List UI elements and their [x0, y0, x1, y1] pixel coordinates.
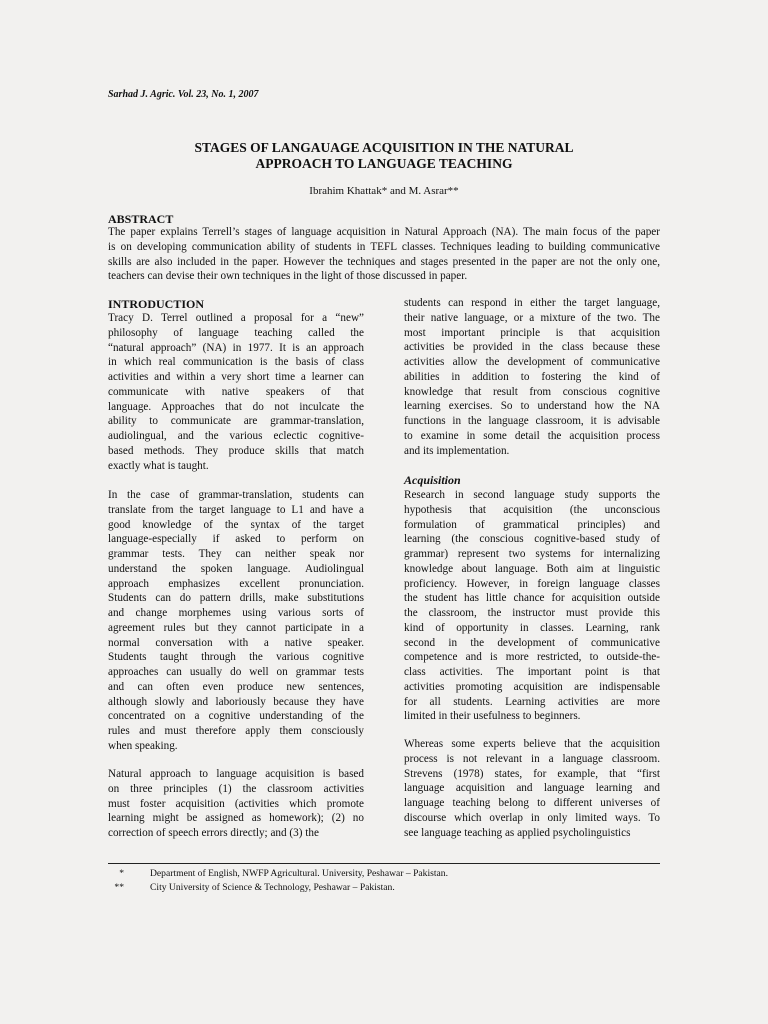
text-line: Strevens (1978) states, for example, that “first — [404, 767, 660, 780]
footnote-divider — [108, 863, 660, 864]
text-line: discourse which overlap in only limited ways. To — [404, 811, 660, 824]
text-line: competence and is more restricted, to outside-the- — [404, 651, 660, 664]
footnote-text-2: City University of Science & Technology, Peshawar – Pakistan. — [150, 882, 395, 893]
text-line: functions in the language classroom, it is advisable — [404, 415, 660, 427]
text-line: knowledge that result from conscious cognitive — [404, 385, 660, 398]
text-line: the classroom, the instructor must provide this — [404, 607, 660, 619]
text-line: proficiency. However, in foreign language classes — [404, 577, 660, 590]
text-line: translate from the target language to L1 and have a — [108, 503, 364, 516]
text-line: second in the development of communicative — [404, 636, 660, 649]
paper-title-line-2: APPROACH TO LANGUAGE TEACHING — [255, 156, 513, 171]
abstract-heading: ABSTRACT — [108, 212, 174, 226]
text-line: approaches can usually do well on grammar tests — [108, 666, 364, 678]
text-line: grammar tests. They can neither speak nor — [108, 548, 364, 560]
paper-authors: Ibrahim Khattak* and M. Asrar** — [309, 185, 459, 197]
text-line: Tracy D. Terrel outlined a proposal for a “new” — [108, 312, 364, 324]
text-line: rules and must therefore apply them consciously — [108, 725, 364, 737]
introduction-heading: INTRODUCTION — [108, 297, 205, 311]
text-line: learning exercises. So to understand how the NA — [404, 400, 660, 413]
footnote-text-1: Department of English, NWFP Agricultural. University, Peshawar – Pakistan. — [150, 868, 448, 879]
text-line: teachers can devise their own techniques in the light of those discussed in paper. — [108, 270, 468, 283]
text-line: activities promoting acquisition are indispensable — [404, 680, 660, 693]
text-line: activities be provided in the class because these — [404, 341, 660, 354]
text-line: class activities. The important point is that — [404, 666, 660, 678]
text-line: ability to communicate are grammar-translation, — [108, 415, 364, 428]
text-line: most important principle is that acquisition — [404, 326, 660, 339]
text-line: good knowledge of the syntax of the target — [108, 518, 364, 531]
text-line: agreement rules but they cannot participate in a — [108, 621, 364, 634]
text-line: audiolingual, and the various eclectic cognitive- — [108, 430, 364, 442]
footnote-mark-1: * — [119, 868, 124, 879]
text-line: Research in second language study supports the — [404, 489, 660, 501]
text-line: the student has little chance for acquisition outside — [404, 592, 660, 605]
text-line: although slowly and laboriously because they have — [108, 695, 364, 708]
abstract-text — [108, 225, 660, 284]
text-line: based methods. They produce skills that match — [108, 444, 364, 457]
text-line: language-especially if asked to perform on — [108, 533, 364, 546]
acquisition-paragraph-2 — [404, 737, 660, 840]
text-line: must foster acquisition (activities which promote — [108, 797, 364, 810]
text-line: Students taught through the various cognitive — [108, 651, 364, 664]
text-line: limited in their usefulness to beginners. — [404, 710, 581, 723]
text-line: understand the spoken language. Audiolingual — [108, 562, 364, 575]
introduction-paragraph-4 — [404, 296, 660, 458]
text-line: students can respond in either the target language, — [404, 297, 660, 309]
text-line: learning might be assigned as homework); (2) no — [108, 812, 364, 825]
introduction-paragraph-1 — [108, 311, 364, 473]
text-line: their native language, or a mixture of the two. The — [404, 311, 660, 324]
text-line: hypothesis that acquisition (the unconscious — [404, 503, 660, 516]
text-line: language. Approaches that do not inculcate the — [108, 400, 364, 413]
text-line: approach emphasizes excellent pronunciation. — [108, 577, 364, 590]
text-line: language teaching belong to different universes of — [404, 797, 660, 809]
text-line: exactly what is taught. — [108, 459, 209, 472]
acquisition-paragraph-1 — [404, 488, 660, 724]
text-line: normal conversation with a native speaker. — [108, 636, 364, 649]
text-line: skills are also included in the paper. However the techniques and stages presented in the paper are not the only one, — [108, 255, 660, 268]
text-line: knowledge about language. Both aim at linguistic — [404, 562, 660, 575]
acquisition-heading: Acquisition — [404, 473, 461, 487]
text-line: when speaking. — [108, 739, 178, 752]
text-line: for all students. Learning activities are more — [404, 695, 660, 708]
paper-title-line-1: STAGES OF LANGAUAGE ACQUISITION IN THE NATURAL — [194, 140, 574, 155]
journal-citation: Sarhad J. Agric. Vol. 23, No. 1, 2007 — [108, 89, 259, 100]
introduction-paragraph-3 — [108, 767, 364, 841]
text-line: philosophy of language teaching called the — [108, 326, 364, 339]
text-line: kind of opportunity in classes. Learning, rank — [404, 621, 660, 634]
text-line: and its implementation. — [404, 444, 510, 457]
text-line: activities allow the development of communicative — [404, 356, 660, 368]
text-line: concentrated on a cognitive understanding of the — [108, 710, 364, 723]
footnote-mark-2: ** — [114, 882, 124, 893]
text-line: learning (the conscious cognitive-based study of — [404, 533, 660, 546]
text-line: Students can do pattern drills, make substitutions — [108, 592, 364, 605]
introduction-paragraph-2 — [108, 488, 364, 754]
text-line: In the case of grammar-translation, students can — [108, 489, 364, 501]
text-line: The paper explains Terrell’s stages of language acquisition in Natural Approach (NA). The main focus of the paper — [108, 226, 660, 238]
text-line: formulation of grammatical principles) and — [404, 518, 660, 531]
text-line: activities and within a very short time a learner can — [108, 371, 364, 383]
text-line: abilities in addition to fostering the kind of — [404, 370, 660, 383]
text-line: and change morphemes using various sorts of — [108, 607, 364, 619]
text-line: communicate with native speakers of that — [108, 385, 364, 398]
text-line: “natural approach” (NA) in 1977. It is an approach — [108, 341, 364, 354]
text-line: is on developing communication ability of students in TEFL classes. Techniques leading to building communicative — [108, 240, 660, 253]
text-line: and can often even produce new sentences, — [108, 680, 364, 693]
text-line: correction of speech errors directly; and (3) the — [108, 827, 319, 839]
text-line: to examine in some detail the acquisition process — [404, 429, 660, 442]
text-line: see language teaching as applied psycholinguistics — [404, 826, 631, 839]
text-line: Whereas some experts believe that the acquisition — [404, 738, 660, 750]
text-line: language acquisition and language learning and — [404, 782, 660, 795]
text-line: grammar) represent two systems for internalizing — [404, 548, 660, 560]
text-line: on three principles (1) the classroom activities — [108, 782, 364, 795]
text-line: process is not relevant in a language classroom. — [404, 752, 660, 765]
text-line: in which real communication is the basis of class — [108, 356, 364, 369]
text-line: Natural approach to language acquisition is based — [108, 768, 364, 780]
